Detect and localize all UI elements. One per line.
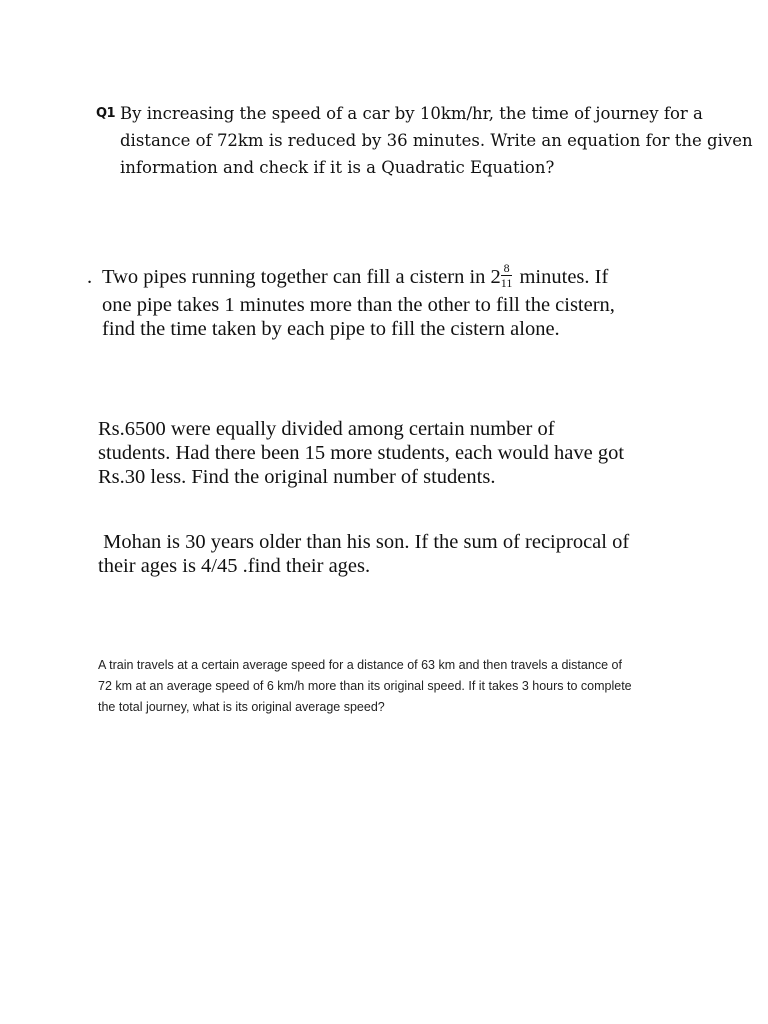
- question-2-text-after-fraction: minutes. If: [514, 266, 609, 289]
- question-1-label: Q1: [96, 106, 116, 121]
- mixed-number-fraction: [501, 261, 513, 290]
- question-2-line-1: [87, 261, 615, 293]
- question-5: [98, 655, 632, 718]
- question-1: [96, 100, 753, 181]
- question-4-line: their ages is 4/45 .find their ages.: [98, 555, 371, 577]
- question-3: [98, 417, 624, 489]
- fraction-denominator: 11: [500, 276, 513, 290]
- question-2-bullet: .: [87, 266, 93, 289]
- question-2-line-2: one pipe takes 1 minutes more than the other to fill the cistern,: [102, 294, 615, 316]
- question-2-text-before-fraction: Two pipes running together can fill a cistern in 2: [102, 266, 501, 289]
- question-3-line: Rs.30 less. Find the original number of students.: [98, 466, 496, 488]
- fraction-numerator: 8: [501, 261, 513, 276]
- question-5-line: A train travels at a certain average speed for a distance of 63 km and then travels a distance of: [98, 658, 622, 672]
- question-2: [87, 261, 615, 341]
- question-3-line: students. Had there been 15 more students, each would have got: [98, 442, 625, 464]
- question-4: [98, 530, 629, 578]
- question-3-line: Rs.6500 were equally divided among certain number of: [98, 418, 555, 440]
- question-4-line: Mohan is 30 years older than his son. If the sum of reciprocal of: [98, 531, 630, 553]
- question-1-line: distance of 72km is reduced by 36 minutes. Write an equation for the given: [120, 131, 753, 150]
- question-2-line-3: find the time taken by each pipe to fill the cistern alone.: [102, 318, 560, 340]
- question-1-line: By increasing the speed of a car by 10km/hr, the time of journey for a: [120, 104, 703, 123]
- question-5-line: 72 km at an average speed of 6 km/h more than its original speed. If it takes 3 hours to complete: [98, 679, 632, 693]
- question-1-line: information and check if it is a Quadratic Equation?: [120, 158, 555, 177]
- question-5-line: the total journey, what is its original average speed?: [98, 700, 385, 714]
